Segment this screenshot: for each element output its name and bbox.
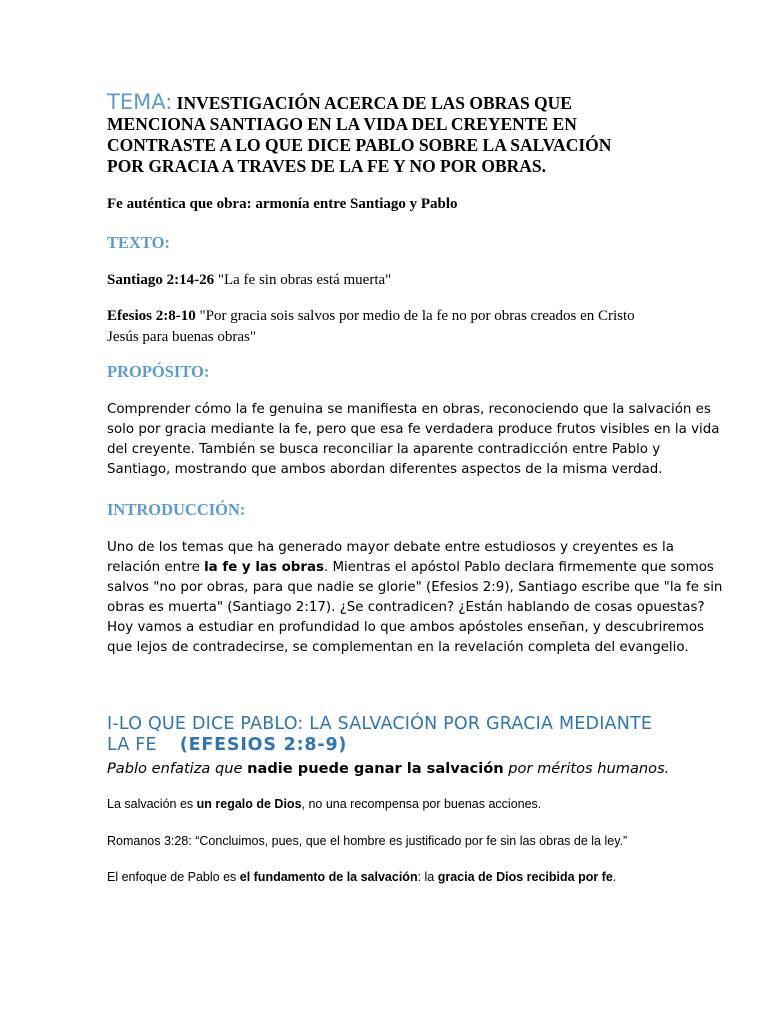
texto-heading: TEXTO: [107,233,170,252]
proposito-line-4: Santiago, mostrando que ambos abordan diferentes aspectos de la misma verdad. [107,462,663,477]
subtitle: Fe auténtica que obra: armonía entre Santiago y Pablo [107,196,458,212]
introduccion-heading: INTRODUCCIÓN: [107,500,246,519]
proposito-heading: PROPÓSITO: [107,362,210,381]
point-1-bold: un regalo de Dios [196,797,302,811]
intro-line-3: salvos "no por obras, para que nadie se glorie" (Efesios 2:9), Santiago escribe que "la fe sin [107,580,723,595]
point-3-mid: : la [417,870,438,884]
intro-line-1: Uno de los temas que ha generado mayor debate entre estudiosos y creyentes es la [107,540,674,555]
intro-line-2 [107,558,714,578]
lead-post: por méritos humanos. [503,760,670,777]
tema-line-4: POR GRACIA A TRAVES DE LA FE Y NO POR OBRAS. [107,156,547,176]
section-1-lead [107,760,669,777]
tema-line-3: CONTRASTE A LO QUE DICE PABLO SOBRE LA SALVACIÓN [107,135,612,155]
point-3-pre: El enfoque de Pablo es [107,870,240,884]
verse-efesios-ref: Efesios 2:8-10 [107,308,196,324]
verse-efesios [107,306,667,348]
point-1-post: , no una recompensa por buenas acciones. [301,797,542,811]
intro-line-6: que lejos de contradecirse, se complementan en la revelación completa del evangelio. [107,640,689,655]
intro-line-2-pre: relación entre [107,560,205,575]
point-1-pre: La salvación es [107,797,197,811]
introduccion-paragraph [107,538,723,658]
proposito-line-3: del creyente. También se busca reconciliar la aparente contradicción entre Pablo y [107,442,661,457]
verse-efesios-line-1: "Por gracia sois salvos por medio de la fe no por obras creados en Cristo [195,308,635,324]
lead-pre: Pablo enfatiza que [107,760,248,777]
section-1-line-2 [107,735,667,756]
point-3-bold-1: el fundamento de la salvación [239,870,418,884]
tema-label: TEMA: [107,90,173,114]
tema-heading [107,92,647,177]
verse-efesios-line-2: Jesús para buenas obras" [107,329,256,345]
section-1-la-fe: LA FE [107,735,157,755]
proposito-line-1: Comprender cómo la fe genuina se manifiesta en obras, reconociendo que la salvación es [107,402,711,417]
proposito-paragraph [107,400,720,480]
lead-bold: nadie puede ganar la salvación [247,760,504,777]
section-1-point-1 [107,797,541,811]
intro-line-5: Hoy vamos a estudiar en profundidad lo que ambos apóstoles enseñan, y descubriremos [107,620,705,635]
point-3-post: . [612,870,617,884]
intro-line-2-post: . Mientras el apóstol Pablo declara firmemente que somos [323,560,714,575]
section-1-heading [107,714,667,756]
tema-line-1: INVESTIGACIÓN ACERCA DE LAS OBRAS QUE [176,93,572,113]
section-1-point-2: Romanos 3:28: “Concluimos, pues, que el hombre es justificado por fe sin las obras de la ley.” [107,834,628,848]
intro-fe-y-obras: la fe y las obras [204,560,324,575]
verse-santiago [107,270,667,291]
intro-line-4: obras es muerta" (Santiago 2:17). ¿Se contradicen? ¿Están hablando de cosas opuestas? [107,600,705,615]
tema-line-2: MENCIONA SANTIAGO EN LA VIDA DEL CREYENTE EN [107,114,577,134]
verse-santiago-ref: Santiago 2:14-26 [107,272,215,288]
section-1-line-1: I-LO QUE DICE PABLO: LA SALVACIÓN POR GRACIA MEDIANTE [107,714,653,734]
section-1-point-3 [107,870,616,884]
point-3-bold-2: gracia de Dios recibida por fe [437,870,613,884]
section-1-ref: (EFESIOS 2:8-9) [179,735,348,755]
verse-santiago-text: "La fe sin obras está muerta" [214,272,392,288]
proposito-line-2: solo por gracia mediante la fe, pero que esa fe verdadera produce frutos visibles en la vida [107,422,720,437]
